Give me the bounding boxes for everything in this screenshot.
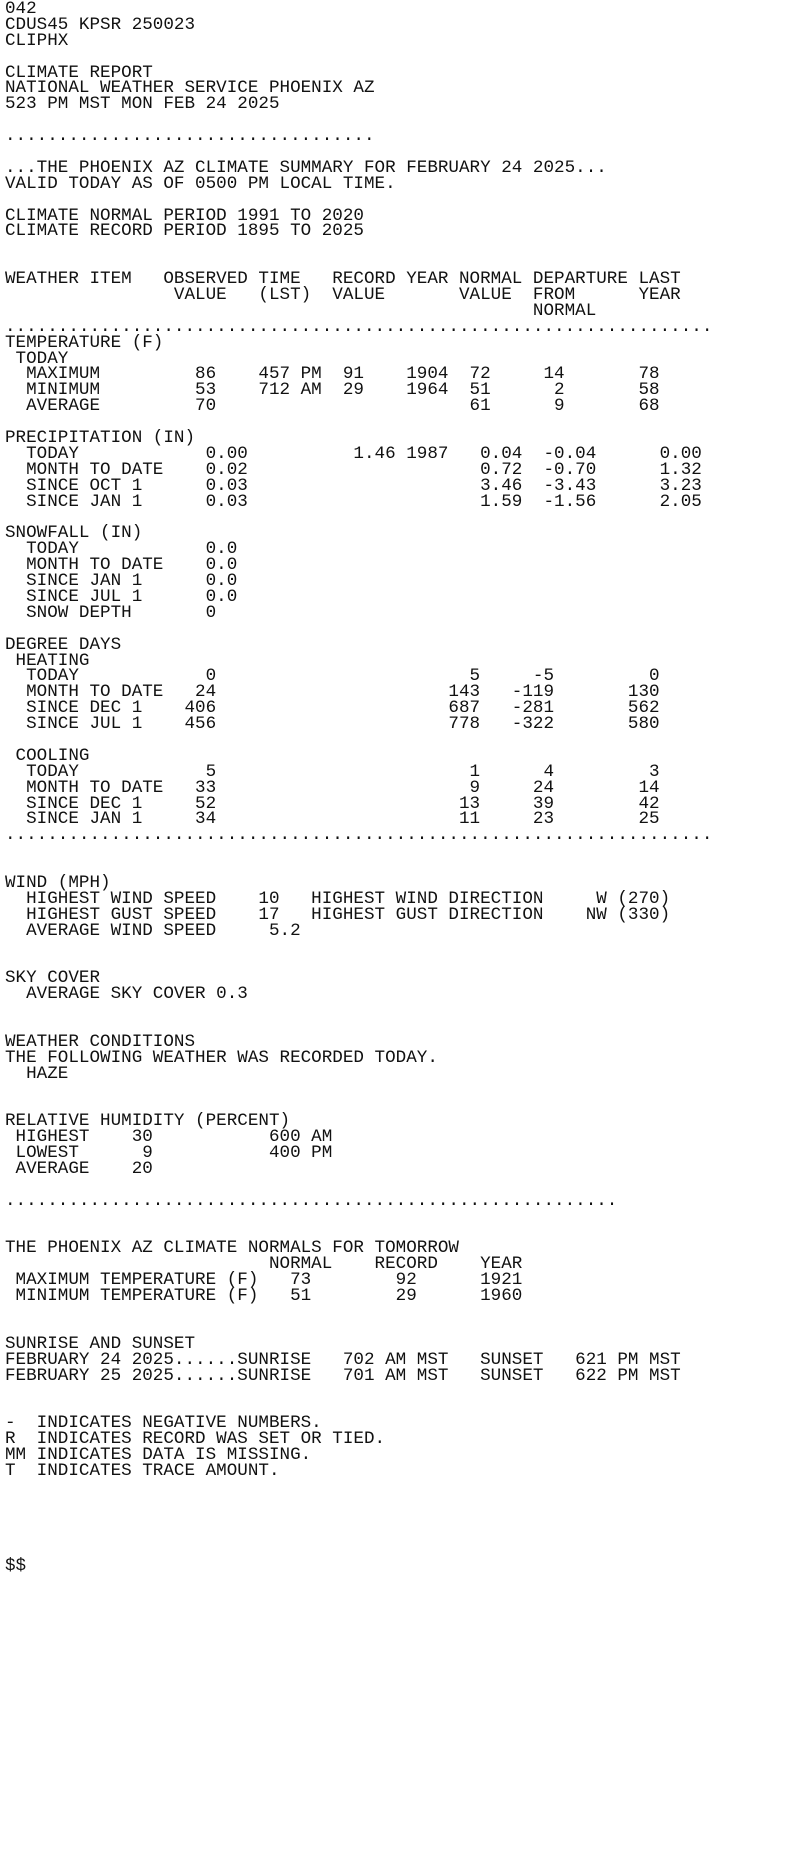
report-line: MINIMUM TEMPERATURE (F) 51 29 1960 xyxy=(5,1286,523,1307)
report-line xyxy=(5,733,810,749)
report-line xyxy=(5,1384,810,1400)
report-line: 523 PM MST MON FEB 24 2025 xyxy=(5,94,280,115)
report-line: ................................... xyxy=(5,126,375,147)
report-line: CLIMATE REPORT xyxy=(5,62,153,83)
report-line: CLIPHX xyxy=(5,30,69,51)
report-line: MAXIMUM TEMPERATURE (F) 73 92 1921 xyxy=(5,1270,523,1291)
report-line: HAZE xyxy=(5,1063,69,1084)
report-line: TEMPERATURE (F) xyxy=(5,332,164,353)
report-line xyxy=(5,1210,810,1226)
report-line: AVERAGE 20 xyxy=(5,1159,153,1180)
report-line: VALUE (LST) VALUE VALUE FROM YEAR xyxy=(5,285,681,306)
report-line: T INDICATES TRACE AMOUNT. xyxy=(5,1460,280,1481)
report-line xyxy=(5,860,810,876)
report-line: R INDICATES RECORD WAS SET OR TIED. xyxy=(5,1429,386,1450)
report-line: ................................................................... xyxy=(5,825,713,846)
report-line: SINCE JUL 1 456 778 -322 580 xyxy=(5,714,660,735)
report-line: SINCE DEC 1 406 687 -281 562 xyxy=(5,698,660,719)
report-line: AVERAGE 70 61 9 68 xyxy=(5,396,660,417)
report-line xyxy=(5,1543,810,1559)
report-line: HIGHEST WIND SPEED 10 HIGHEST WIND DIRECTION W (270) xyxy=(5,888,671,909)
report-line: PRECIPITATION (IN) xyxy=(5,428,196,449)
report-line: SINCE JUL 1 0.0 xyxy=(5,586,238,607)
report-line: SKY COVER xyxy=(5,968,101,989)
report-line: SNOW DEPTH 0 xyxy=(5,602,217,623)
report-line: 042 xyxy=(5,0,37,19)
report-line: THE FOLLOWING WEATHER WAS RECORDED TODAY. xyxy=(5,1047,438,1068)
report-line: MINIMUM 53 712 AM 29 1964 51 2 58 xyxy=(5,380,660,401)
report-line: SINCE OCT 1 0.03 3.46 -3.43 3.23 xyxy=(5,475,702,496)
report-line: TODAY 5 1 4 3 xyxy=(5,761,660,782)
report-line: DEGREE DAYS xyxy=(5,634,122,655)
report-line: MONTH TO DATE 0.02 0.72 -0.70 1.32 xyxy=(5,459,702,480)
report-line xyxy=(5,955,810,971)
report-line: WIND (MPH) xyxy=(5,872,111,893)
report-line: SUNRISE AND SUNSET xyxy=(5,1333,196,1354)
report-line xyxy=(5,1003,810,1019)
report-line: CDUS45 KPSR 250023 xyxy=(5,14,196,35)
report-line: MONTH TO DATE 33 9 24 14 xyxy=(5,777,660,798)
report-line xyxy=(5,1496,810,1512)
report-line xyxy=(5,1305,810,1321)
report-line xyxy=(5,844,810,860)
report-line: ...THE PHOENIX AZ CLIMATE SUMMARY FOR FEBRUARY 24 2025... xyxy=(5,157,607,178)
report-line: NATIONAL WEATHER SERVICE PHOENIX AZ xyxy=(5,78,375,99)
report-line xyxy=(5,1083,810,1099)
report-line xyxy=(5,240,810,256)
report-line: SINCE JAN 1 0.03 1.59 -1.56 2.05 xyxy=(5,491,702,512)
report-line: ................................................................... xyxy=(5,316,713,337)
report-line: THE PHOENIX AZ CLIMATE NORMALS FOR TOMORROW xyxy=(5,1238,459,1259)
report-line: AVERAGE WIND SPEED 5.2 xyxy=(5,920,301,941)
report-line: .......................................................... xyxy=(5,1190,618,1211)
report-line: COOLING xyxy=(5,745,90,766)
report-line: CLIMATE RECORD PERIOD 1895 TO 2025 xyxy=(5,221,364,242)
report-line: MONTH TO DATE 0.0 xyxy=(5,555,238,576)
report-line: HEATING xyxy=(5,650,90,671)
report-line xyxy=(5,1528,810,1544)
report-line xyxy=(5,622,810,638)
report-line: TODAY 0.00 1.46 1987 0.04 -0.04 0.00 xyxy=(5,443,702,464)
report-line xyxy=(5,940,810,956)
report-line: SNOWFALL (IN) xyxy=(5,523,143,544)
report-line: SINCE DEC 1 52 13 39 42 xyxy=(5,793,660,814)
report-line: SINCE JAN 1 34 11 23 25 xyxy=(5,809,660,830)
report-line: TODAY xyxy=(5,348,69,369)
report-line: LOWEST 9 400 PM xyxy=(5,1143,333,1164)
report-line xyxy=(5,1480,810,1496)
report-line: $$ xyxy=(5,1556,27,1577)
report-line: CLIMATE NORMAL PERIOD 1991 TO 2020 xyxy=(5,205,364,226)
report-line: WEATHER ITEM OBSERVED TIME RECORD YEAR NORMAL DEPARTURE LAST xyxy=(5,269,681,290)
report-line: TODAY 0 5 -5 0 xyxy=(5,666,660,687)
report-line xyxy=(5,1512,810,1528)
report-line: MONTH TO DATE 24 143 -119 130 xyxy=(5,682,660,703)
report-line: TODAY 0.0 xyxy=(5,539,238,560)
report-line: MAXIMUM 86 457 PM 91 1904 72 14 78 xyxy=(5,364,660,385)
report-line: MM INDICATES DATA IS MISSING. xyxy=(5,1445,312,1466)
report-line: RELATIVE HUMIDITY (PERCENT) xyxy=(5,1111,291,1132)
report-line: HIGHEST GUST SPEED 17 HIGHEST GUST DIRECTION NW (330) xyxy=(5,904,671,925)
report-line: - INDICATES NEGATIVE NUMBERS. xyxy=(5,1413,322,1434)
report-line: HIGHEST 30 600 AM xyxy=(5,1127,333,1148)
report-line: NORMAL xyxy=(5,300,597,321)
report-line: AVERAGE SKY COVER 0.3 xyxy=(5,984,248,1005)
report-line: NORMAL RECORD YEAR xyxy=(5,1254,523,1275)
report-line: FEBRUARY 25 2025......SUNRISE 701 AM MST SUNSET 622 PM MST xyxy=(5,1365,681,1386)
report-line: WEATHER CONDITIONS xyxy=(5,1031,196,1052)
report-line: SINCE JAN 1 0.0 xyxy=(5,571,238,592)
report-line: VALID TODAY AS OF 0500 PM LOCAL TIME. xyxy=(5,173,396,194)
report-line: FEBRUARY 24 2025......SUNRISE 702 AM MST SUNSET 621 PM MST xyxy=(5,1349,681,1370)
